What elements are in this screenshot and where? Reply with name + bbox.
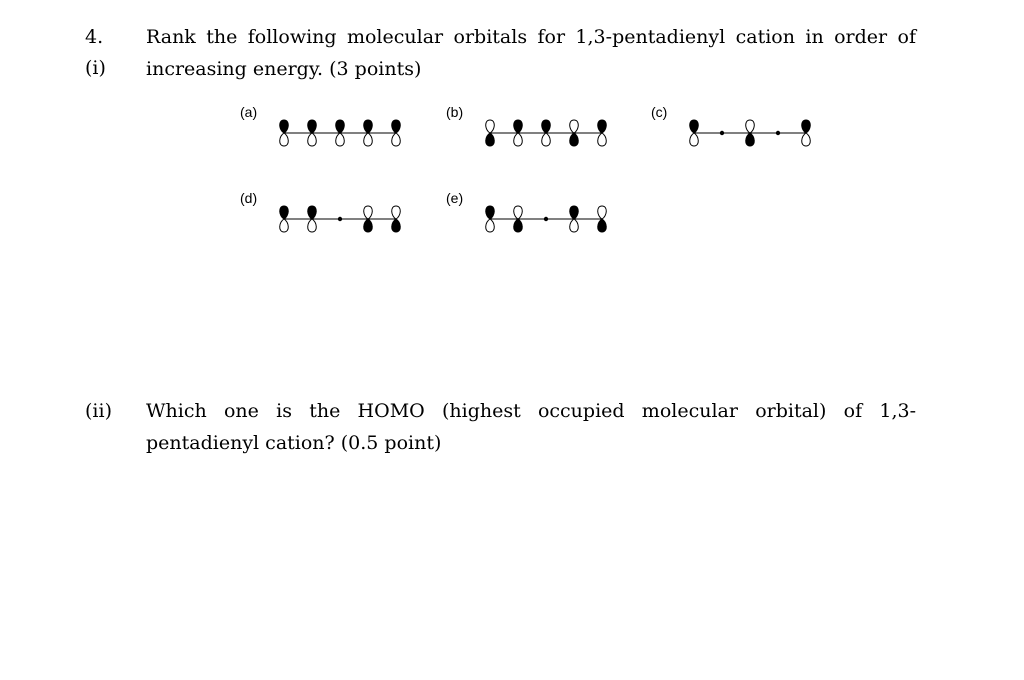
- part-i-label: (i): [85, 57, 106, 79]
- node-dot: [544, 217, 548, 221]
- part-i-question: [146, 21, 916, 85]
- part-ii-question: [146, 395, 916, 459]
- question-number: 4.: [85, 26, 104, 48]
- orbital-diagram-c: [688, 114, 818, 158]
- orbital-label-b: (b): [446, 104, 464, 120]
- part-ii-label: (ii): [85, 400, 112, 422]
- orbital-label-c: (c): [651, 104, 668, 120]
- orbital-label-d: (d): [240, 190, 258, 206]
- part-i-line2: increasing energy. (3 points): [146, 58, 422, 80]
- orbital-diagram-b: [484, 114, 614, 158]
- part-ii-line1: Which one is the HOMO (highest occupied molecular orbital) of 1,3-: [146, 400, 916, 422]
- orbital-diagram-d: [278, 200, 408, 244]
- orbital-label-e: (e): [446, 190, 464, 206]
- node-dot: [776, 131, 780, 135]
- node-dot: [338, 217, 342, 221]
- part-i-line1: Rank the following molecular orbitals for 1,3-pentadienyl cation in order of: [146, 26, 916, 48]
- part-ii-line2: pentadienyl cation? (0.5 point): [146, 432, 442, 454]
- orbital-label-a: (a): [240, 104, 258, 120]
- node-dot: [720, 131, 724, 135]
- orbital-diagram-a: [278, 114, 408, 158]
- orbital-diagram-e: [484, 200, 614, 244]
